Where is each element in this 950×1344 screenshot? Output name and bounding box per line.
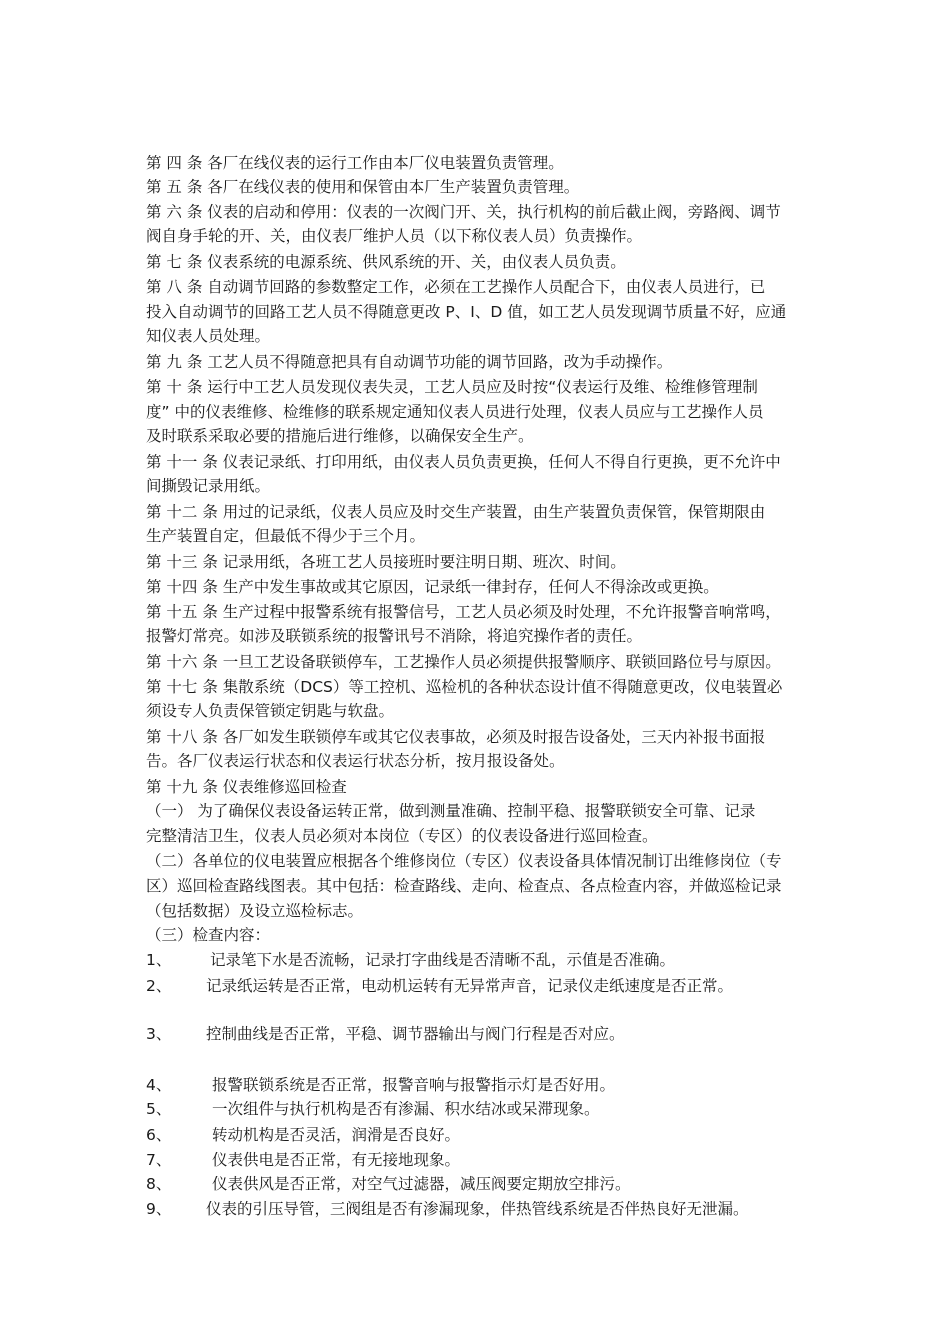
text-line: 间撕毁记录用纸。 xyxy=(146,477,271,495)
text-line: 须设专人负责保管锁定钥匙与软盘。 xyxy=(146,702,395,720)
text-line: 第 十八 条 各厂如发生联锁停车或其它仪表事故，必须及时报告设备处，三天内补报书面报 xyxy=(146,728,766,746)
list-item-number: 9、 xyxy=(146,1200,172,1218)
text-line: （二）各单位的仪电装置应根据各个维修岗位（专区）仪表设备具体情况制订出维修岗位（专 xyxy=(146,852,782,870)
list-item-number: 1、 xyxy=(146,951,172,969)
list-item-number: 2、 xyxy=(146,977,172,995)
text-line: 第 四 条 各厂在线仪表的运行工作由本厂仪电装置负责管理。 xyxy=(146,154,564,172)
list-item xyxy=(146,1123,460,1147)
text-line: 知仪表人员处理。 xyxy=(146,327,271,345)
list-item-text: 仪表的引压导管，三阀组是否有渗漏现象，伴热管线系统是否伴热良好无泄漏。 xyxy=(206,1200,749,1218)
text-line: 完整清洁卫生，仪表人员必须对本岗位（专区）的仪表设备进行巡回检查。 xyxy=(146,827,658,845)
text-line: 第 十七 条 集散系统（DCS）等工控机、巡检机的各种状态设计值不得随意更改，仪电装置必 xyxy=(146,678,783,696)
list-item-number: 4、 xyxy=(146,1076,172,1094)
text-line: 第 十 条 运行中工艺人员发现仪表失灵，工艺人员应及时按“仪表运行及维、检维修管理制 xyxy=(146,378,758,396)
list-item-text: 一次组件与执行机构是否有渗漏、积水结冰或呆滞现象。 xyxy=(212,1100,600,1118)
text-line: 第 十六 条 一旦工艺设备联锁停车，工艺操作人员必须提供报警顺序、联锁回路位号与原因。 xyxy=(146,653,781,671)
text-line: 阀自身手轮的开、关，由仪表厂维护人员（以下称仪表人员）负责操作。 xyxy=(146,227,643,245)
list-item-number: 3、 xyxy=(146,1025,172,1043)
text-line: （一） 为了确保仪表设备运转正常，做到测量准确、控制平稳、报警联锁安全可靠、记录 xyxy=(146,802,756,820)
list-item-number: 6、 xyxy=(146,1126,172,1144)
list-item-number: 5、 xyxy=(146,1100,172,1118)
list-item xyxy=(146,948,675,972)
list-item xyxy=(146,1148,460,1172)
text-line: 第 六 条 仪表的启动和停用：仪表的一次阀门开、关，执行机构的前后截止阀，旁路阀、调节 xyxy=(146,203,781,221)
text-line: 投入自动调节的回路工艺人员不得随意更改 P、I、D 值，如工艺人员发现调节质量不好，应通 xyxy=(146,303,787,321)
list-item xyxy=(146,1097,600,1121)
list-item-number: 7、 xyxy=(146,1151,172,1169)
list-item xyxy=(146,1022,625,1046)
list-item xyxy=(146,1197,749,1221)
text-line: 第 五 条 各厂在线仪表的使用和保管由本厂生产装置负责管理。 xyxy=(146,178,580,196)
list-item-text: 转动机构是否灵活，润滑是否良好。 xyxy=(212,1126,461,1144)
list-item-text: 仪表供风是否正常，对空气过滤器，减压阀要定期放空排污。 xyxy=(212,1175,631,1193)
text-line: 第 八 条 自动调节回路的参数整定工作，必须在工艺操作人员配合下，由仪表人员进行，已 xyxy=(146,278,766,296)
text-line: 报警灯常亮。如涉及联锁系统的报警讯号不消除，将追究操作者的责任。 xyxy=(146,627,643,645)
text-line: 第 十四 条 生产中发生事故或其它原因，记录纸一律封存，任何人不得涂改或更换。 xyxy=(146,578,719,596)
text-line: 生产装置自定，但最低不得少于三个月。 xyxy=(146,527,426,545)
list-item xyxy=(146,1073,615,1097)
list-item-text: 记录纸运转是否正常，电动机运转有无异常声音，记录仪走纸速度是否正常。 xyxy=(206,977,734,995)
text-line: 第 十九 条 仪表维修巡回检查 xyxy=(146,778,347,796)
text-line: 度” 中的仪表维修、检维修的联系规定通知仪表人员进行处理，仪表人员应与工艺操作人员 xyxy=(146,403,764,421)
text-line: 告。各厂仪表运行状态和仪表运行状态分析，按月报设备处。 xyxy=(146,752,565,770)
list-item xyxy=(146,974,733,998)
list-item-text: 记录笔下水是否流畅，记录打字曲线是否清晰不乱，示值是否准确。 xyxy=(210,951,676,969)
list-item-number: 8、 xyxy=(146,1175,172,1193)
text-line: 第 十二 条 用过的记录纸，仪表人员应及时交生产装置，由生产装置负责保管，保管期限由 xyxy=(146,503,766,521)
text-line: 第 十三 条 记录用纸，各班工艺人员接班时要注明日期、班次、时间。 xyxy=(146,553,626,571)
text-line: 第 十一 条 仪表记录纸、打印用纸，由仪表人员负责更换，任何人不得自行更换，更不允许中 xyxy=(146,453,781,471)
list-item xyxy=(146,1172,631,1196)
text-line: 第 十五 条 生产过程中报警系统有报警信号，工艺人员必须及时处理，不允许报警音响常鸣， xyxy=(146,603,781,621)
text-line: 及时联系采取必要的措施后进行维修，以确保安全生产。 xyxy=(146,427,534,445)
text-line: （包括数据）及设立巡检标志。 xyxy=(146,902,364,920)
text-line: 第 七 条 仪表系统的电源系统、供风系统的开、关，由仪表人员负责。 xyxy=(146,253,626,271)
text-line: 第 九 条 工艺人员不得随意把具有自动调节功能的调节回路，改为手动操作。 xyxy=(146,353,673,371)
list-item-text: 报警联锁系统是否正常，报警音响与报警指示灯是否好用。 xyxy=(212,1076,616,1094)
text-line: （三）检查内容： xyxy=(146,926,271,944)
list-item-text: 控制曲线是否正常，平稳、调节器输出与阀门行程是否对应。 xyxy=(206,1025,625,1043)
list-item-text: 仪表供电是否正常，有无接地现象。 xyxy=(212,1151,461,1169)
text-line: 区）巡回检查路线图表。其中包括：检查路线、走向、检查点、各点检查内容，并做巡检记录 xyxy=(146,877,782,895)
